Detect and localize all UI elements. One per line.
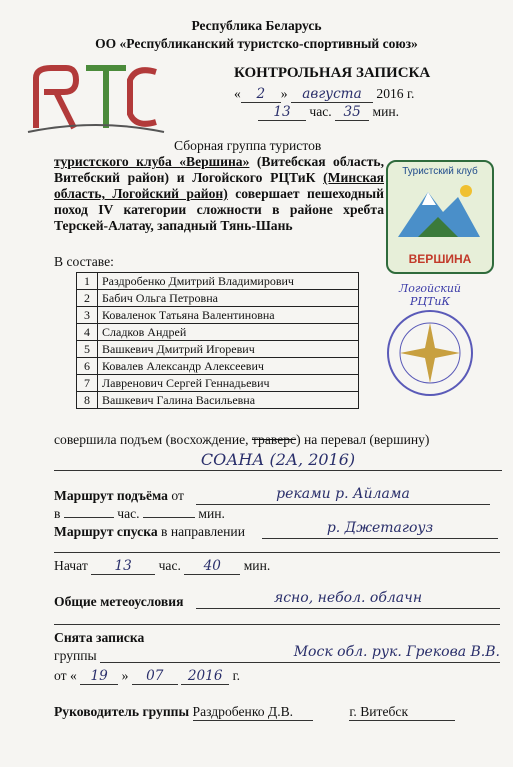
intro-first-line: Сборная группа туристов (174, 138, 322, 153)
mountain-icon (388, 177, 488, 247)
leader-line: Руководитель группы Раздробенко Д.В. г. Витебск (54, 704, 455, 721)
ascent-value[interactable]: СОАНА (2А, 2016) (54, 450, 502, 471)
leader-name: Раздробенко Д.В. (193, 704, 313, 721)
route-down-continuation (54, 552, 500, 553)
removed-date-line: от « 19 » 07 2016 г. (54, 668, 241, 684)
removed-month[interactable]: 07 (132, 668, 178, 685)
weather-label: Общие метеоусловия (54, 594, 184, 609)
table-row: 6 Ковалев Александр Алексеевич (77, 358, 359, 375)
table-row: 7 Лавренович Сергей Геннадьевич (77, 375, 359, 392)
route-up-line: Маршрут подъёма от (54, 488, 184, 503)
weather-value[interactable]: ясно, небол. облачн (196, 590, 500, 609)
route-up-value[interactable]: реками р. Айлама (196, 486, 490, 505)
start-hour[interactable]: 13 (91, 558, 155, 575)
ascent-label: совершила подъем (восхождение, траверс) на перевал (вершину) (54, 432, 430, 447)
removed-group-label: группы (54, 648, 97, 663)
rctik-stamp: Логойский РЦТиК (380, 282, 480, 403)
table-row: 8 Вашкевич Галина Васильевна (77, 392, 359, 409)
weather-continuation (54, 624, 500, 625)
route-down-line: Маршрут спуска в направлении (54, 524, 245, 539)
route-down-value[interactable]: р. Джетагоуз (262, 520, 498, 539)
start-minute[interactable]: 40 (184, 558, 240, 575)
removed-group-value[interactable]: Моск обл. рук. Грекова В.В. (100, 644, 500, 663)
members-table (76, 272, 359, 409)
time-line: 13 час. 35 мин. (258, 104, 399, 121)
composition-label: В составе: (54, 254, 114, 269)
intro-paragraph: туристского клуба «Вершина» (Витебская область, Витебский район) и Логойского РЦТиК (Минская область, Логойский район) совершает пешеходный поход IV категории сложности в районе хребта Терскей-Алатау, западный Тянь-Шань (54, 154, 384, 233)
rtss-logo (26, 58, 166, 138)
time-hour[interactable]: 13 (258, 104, 306, 121)
removed-day[interactable]: 19 (80, 668, 118, 685)
removed-year[interactable]: 2016 (181, 668, 229, 685)
route-up-time: в час. мин. (54, 506, 225, 521)
date-line: « 2 » августа 2016 г. (234, 86, 415, 102)
table-row: 3 Коваленок Татьяна Валентиновна (77, 307, 359, 324)
table-row: 4 Сладков Андрей (77, 324, 359, 341)
removed-label: Снята записка (54, 630, 145, 645)
union-title: ОО «Республиканский туристско-спортивный союз» (95, 36, 418, 51)
start-line: Начат 13 час. 40 мин. (54, 558, 271, 574)
time-minute[interactable]: 35 (335, 104, 369, 121)
date-year: 2016 г. (376, 86, 415, 101)
compass-rose-icon (380, 308, 480, 398)
vershina-stamp: Туристский клуб ВЕРШИНА (386, 160, 494, 274)
document-title: КОНТРОЛЬНАЯ ЗАПИСКА (234, 65, 431, 81)
date-month[interactable]: августа (291, 86, 373, 103)
table-row: 2 Бабич Ольга Петровна (77, 290, 359, 307)
date-day[interactable]: 2 (241, 86, 281, 103)
region-2: (Минская область, Логойский район) (54, 170, 384, 201)
table-row: 5 Вашкевич Дмитрий Игоревич (77, 341, 359, 358)
club-name: туристского клуба «Вершина» (54, 154, 250, 169)
country-title: Республика Беларусь (191, 18, 322, 33)
table-row: 1 Раздробенко Дмитрий Владимирович (77, 273, 359, 290)
leader-city: г. Витебск (349, 704, 455, 721)
